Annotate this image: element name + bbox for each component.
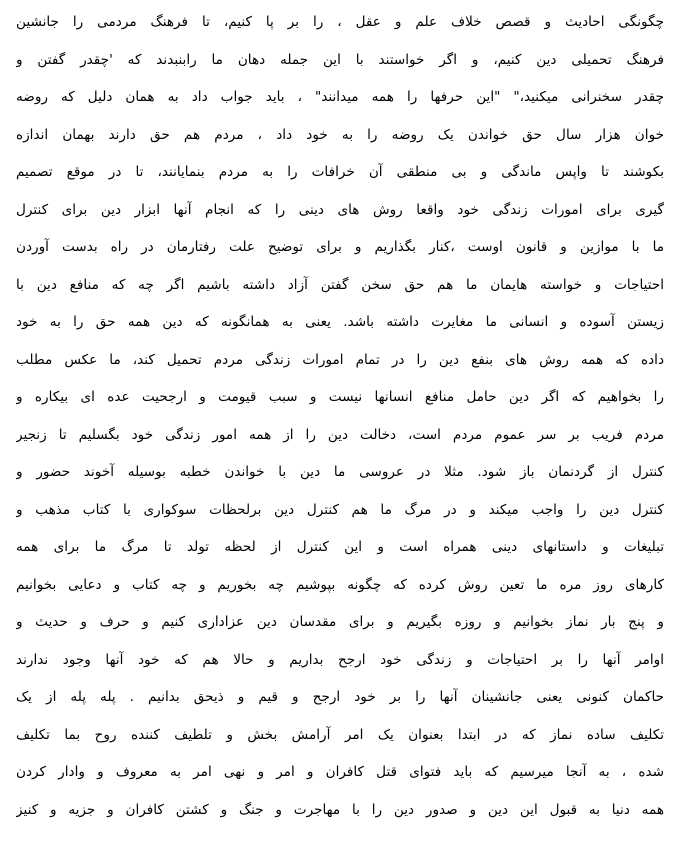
text-line: مردم فریب بر سر عموم مردم است، دخالت دین را از همه امور زندگی خود بگسلیم تا زنجیر [16, 426, 664, 443]
text-line: احتیاجات و خواسته هایمان ما هم حق سخن گفتن آزاد داشته باشیم اگر چه که منافع دین با [16, 276, 664, 293]
text-line: همه دنیا به قبول این دین و صدور دین را با مهاجرت و جنگ و کشتن کافران و جزیه و کنیز [16, 801, 664, 818]
text-line: شده ، به آنجا میرسیم که باید فتوای قتل کافران و امر و نهی امر به معروف و وادار کردن [16, 764, 664, 780]
text-line: داده که همه روش های بنفع دین را در تمام امورات زندگی مردم تحمیل کند، ما عکس مطلب [16, 351, 664, 368]
text-line: فرهنگ تحمیلی دین کنیم، و اگر خواستند با این جمله دهان ما رابنبدند که 'چقدر گفتن و [16, 51, 664, 68]
text-line: کارهای روز مره ما تعین روش کرده که چگونه بپوشیم چه بخوریم و چه کتاب و دعایی بخوانیم [16, 576, 664, 593]
text-line: تبلیغات و داستانهای دینی همراه است و این کنترل از لحظه تولد تا مرگ ما برای همه [16, 539, 664, 555]
text-line: بکوشند تا واپس ماندگی و بی منطقی آن خرافات را به مردم بنمایانند، تا در موقع تصمیم [16, 164, 664, 180]
text-line: گیری برای امورات زندگی خود واقعا روش های دینی را که انجام آنها ابزار دین برای کنترل [16, 201, 664, 218]
text-line: چقدر سخنرانی میکنید،" "این حرفها را همه میدانند" ، باید جواب داد به همان دلیل که روضه [16, 89, 664, 105]
text-line: خوان هزار سال حق خواندن یک روضه را به خود داد ، مردم هم حق دارند بهمان اندازه [16, 126, 664, 143]
body-text [16, 4, 664, 829]
text-line: کنترل دین را واجب میکند و در مرگ ما هم کنترل دین برلحظات سوکواری با کتاب مذهب و [16, 501, 664, 518]
text-line: حاکمان کنونی یعنی جانشینان آنها را بر خود ارجح و قیم و ذیحق بدانیم . پله پله از یک [16, 689, 664, 705]
text-line: را بخواهیم که اگر دین حامل منافع انسانها نیست و سبب قیومت و ارجحیت عده ای بیکاره و [16, 389, 664, 405]
text-line: زیستن آسوده و انسانی ما مغایرت داشته باشد. یعنی به همانگونه که دین همه حق را به خود [16, 314, 664, 330]
text-line: و پنج بار نماز بخوانیم و روزه بگیریم و برای مقدسان دین عزاداری کنیم و حرف و حدیث و [16, 614, 664, 630]
text-line: اوامر آنها را بر احتیاجات و زندگی خود ارجح بداریم و حالا هم که خود آنها وجود ندارند [16, 651, 664, 668]
text-line: چگونگی احادیث و قصص خلاف علم و عقل ، را بر پا کنیم، تا فرهنگ مردمی را جانشین [16, 14, 664, 30]
text-line: کنترل از گردنمان باز شود. مثلا در عروسی ما دین با خواندن خطبه بوسیله آخوند حضور و [16, 464, 664, 480]
text-line: ما با موازین و قانون اوست ،کنار بگذاریم و برای توضیح علت رفتارمان در راه بدست آوردن [16, 239, 664, 255]
text-line: تکلیف ساده نماز که در ابتدا بعنوان یک امر آرامش بخش و تلطیف کننده روح بما تکلیف [16, 726, 664, 743]
